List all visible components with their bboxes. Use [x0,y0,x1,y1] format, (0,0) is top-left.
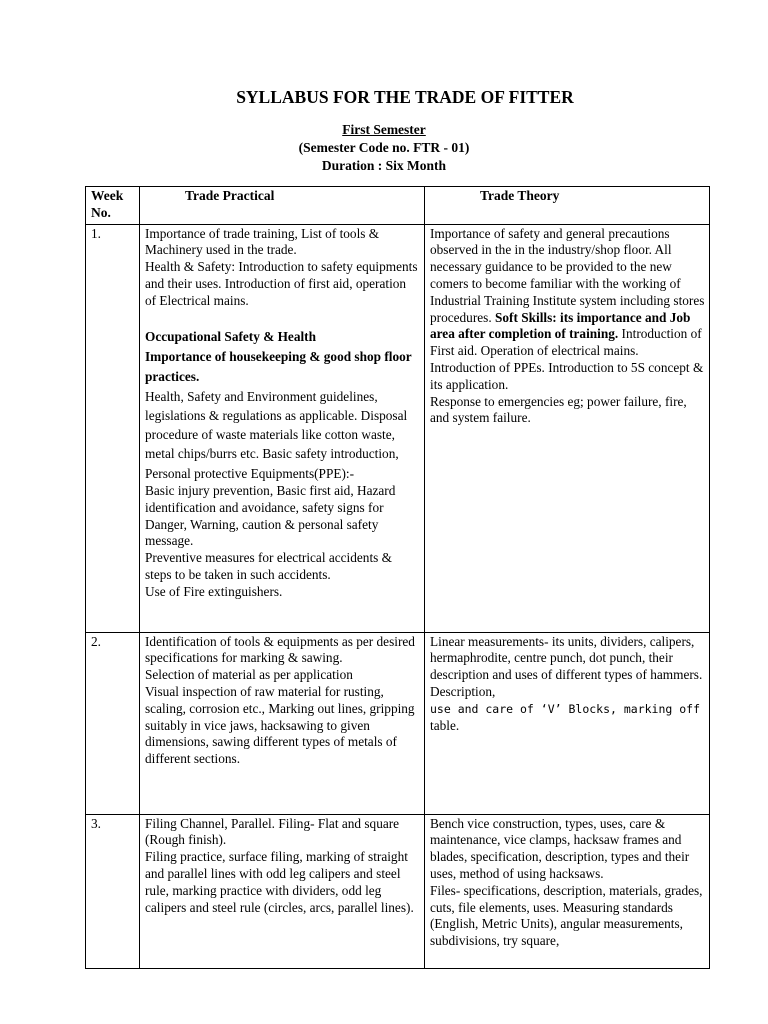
practical-text: Basic injury prevention, Basic first aid, Hazard identification and avoidance, safety signs for Danger, Warning, caution & personal safety message. [145,483,396,549]
theory-text: Linear measurements- its units, dividers, calipers, hermaphrodite, centre punch, dot punch, their description and uses of different types of hammers. Description, [430,633,703,699]
practical-text: Use of Fire extinguishers. [145,583,283,599]
trade-practical-cell [140,224,425,632]
practical-text: Importance of trade training, List of tools & Machinery used in the trade. [145,225,380,258]
trade-practical-cell [140,814,425,968]
syllabus-table [85,186,710,969]
table-row [86,224,710,632]
theory-text: Files- specifications, description, materials, grades, cuts, file elements, uses. Measuring standards (English, Metric Units), angular measurements, subdivisions, try square, [430,882,703,949]
trade-theory-cell [425,224,710,632]
practical-text: Health, Safety and Environment guidelines, legislations & regulations as applicable. Disposal procedure of waste materials like cotton waste, metal chips/burrs etc. Basic safety introduction, Personal protective Equipments(PPE):- [145,388,408,481]
header-trade-practical: Trade Practical [140,187,425,225]
header-week: Week No. [86,187,140,225]
trade-theory-cell [425,814,710,968]
ohs-subheading: Importance of housekeeping & good shop floor practices. [145,348,412,384]
practical-text: Selection of material as per application [145,667,353,683]
table-row [86,632,710,814]
week-number: 3. [86,814,140,968]
trade-practical-cell [140,632,425,814]
duration: Duration : Six Month [321,158,447,173]
trade-theory-cell [425,632,710,814]
week-number: 2. [86,632,140,814]
theory-text: table. [430,717,460,733]
week-number: 1. [86,224,140,632]
theory-text: Response to emergencies eg; power failure, fire, and system failure. [430,393,687,426]
practical-text: Visual inspection of raw material for rusting, scaling, corrosion etc., Marking out lines, gripping suitably in vice jaws, hacksawing to given dimensions, sawing different types of metals of different sections. [145,683,415,767]
page-title: SYLLABUS FOR THE TRADE OF FITTER [236,87,574,107]
table-header-row [86,187,710,225]
header-trade-theory: Trade Theory [425,187,710,225]
practical-text: Filing Channel, Parallel. Filing- Flat and square (Rough finish). [145,815,400,848]
theory-text: Importance of safety and general precautions observed in the in the industry/shop floor. All necessary guidance to be provided to the new comers to become familiar with the working of Industrial Training Institute system including stores procedures. Soft Skills: its importance and Job area after completion of training. Introduction of First aid. Operation of electrical mains. Introduction of PPEs. Introduction to 5S concept & its application. [430,225,705,392]
theory-text: Bench vice construction, types, uses, care & maintenance, vice clamps, hacksaw frames and blades, specification, description, types and their uses, method of using hacksaws. [430,815,690,881]
practical-text: Preventive measures for electrical accidents & steps to be taken in such accidents. [145,550,392,583]
practical-text: Health & Safety: Introduction to safety equipments and their uses. Introduction of first aid, operation of Electrical mains. [145,259,418,308]
soft-skills-text: Soft Skills: its importance and Job area after completion of training. [430,309,691,342]
semester-heading: First Semester [342,122,426,137]
theory-text: use and care of ‘V’ Blocks, marking off [430,701,701,716]
semester-code: (Semester Code no. FTR - 01) [298,140,470,155]
practical-text: Filing practice, surface filing, marking of straight and parallel lines with odd leg calipers and steel rule, marking practice with dividers, odd leg calipers and steel rule (circles, arcs, parallel lines). [145,849,414,915]
ohs-heading: Occupational Safety & Health [145,328,317,344]
practical-text: Identification of tools & equipments as per desired specifications for marking & sawing. [145,633,415,666]
table-row [86,814,710,968]
